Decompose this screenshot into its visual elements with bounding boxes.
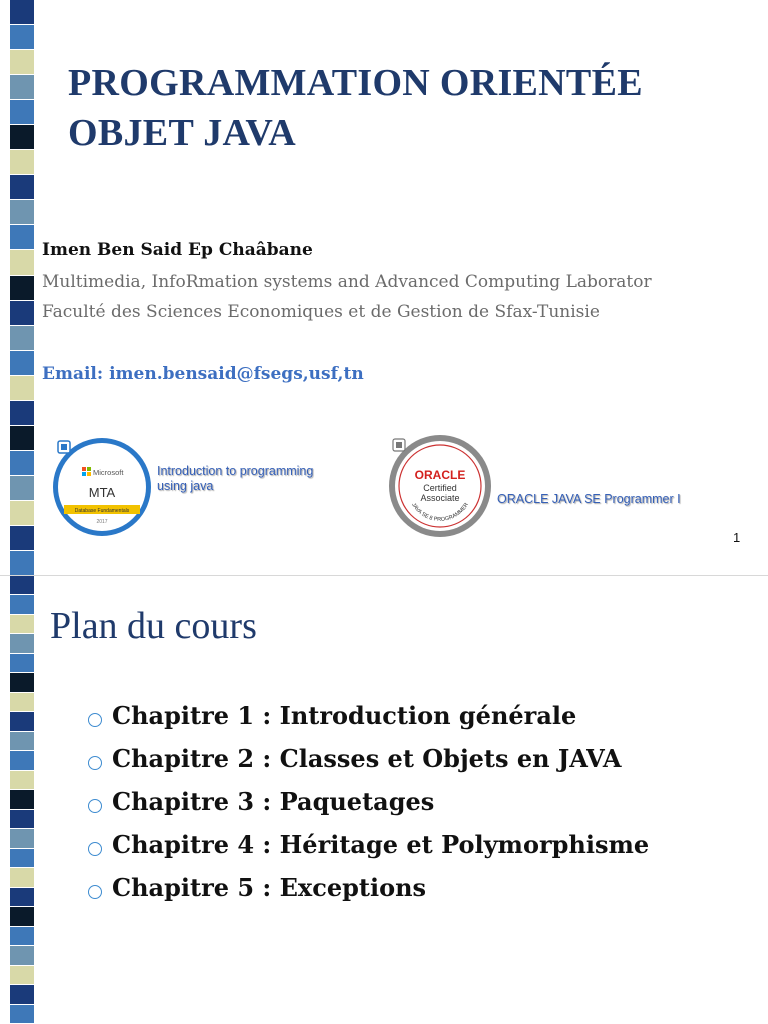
stripe-block	[10, 888, 34, 907]
chapter-label: Chapitre 2 : Classes et Objets en JAVA	[112, 744, 622, 773]
stripe-block	[10, 1005, 34, 1024]
stripe-block	[10, 946, 34, 965]
list-item	[88, 737, 649, 780]
circle-bullet-icon	[88, 799, 102, 813]
stripe-block	[10, 966, 34, 985]
affiliation-lab: Multimedia, InfoRmation systems and Advanced Computing Laborator	[42, 272, 652, 292]
stripe-block	[10, 526, 34, 551]
chapter-label: Chapitre 3 : Paquetages	[112, 787, 435, 816]
stripe-block	[10, 634, 34, 653]
stripe-block	[10, 351, 34, 376]
stripe-block	[10, 615, 34, 634]
email-address: Email: imen.bensaid@fsegs,usf,tn	[42, 364, 364, 384]
stripe-block	[10, 927, 34, 946]
stripe-block	[10, 595, 34, 614]
stripe-block	[10, 849, 34, 868]
stripe-block	[10, 276, 34, 301]
oracle-line2: Associate	[420, 493, 460, 503]
oracle-cert-label: ORACLE JAVA SE Programmer I	[497, 492, 681, 506]
stripe-block	[10, 250, 34, 275]
oracle-line1: Certified	[423, 483, 457, 493]
stripe-block	[10, 225, 34, 250]
slide-title: PROGRAMMATION ORIENTÉE OBJET JAVA	[68, 62, 643, 154]
oracle-arc-text: JAVA SE 8 PROGRAMMER	[410, 502, 470, 523]
stripe-block	[10, 25, 34, 50]
stripe-block	[10, 551, 34, 576]
stripe-block	[10, 673, 34, 692]
stripe-block	[10, 693, 34, 712]
mta-certification-badge	[52, 437, 152, 537]
stripe-block	[10, 732, 34, 751]
decorative-stripe	[10, 576, 34, 1024]
stripe-block	[10, 100, 34, 125]
affiliation-faculty: Faculté des Sciences Economiques et de Gestion de Sfax-Tunisie	[42, 302, 600, 322]
stripe-block	[10, 790, 34, 809]
stripe-block	[10, 476, 34, 501]
oracle-logo-text: ORACLE	[414, 468, 466, 482]
stripe-block	[10, 326, 34, 351]
author-name: Imen Ben Said Ep Chaâbane	[42, 240, 313, 260]
mta-badge-text: MTA	[88, 485, 116, 500]
stripe-block	[10, 75, 34, 100]
stripe-block	[10, 376, 34, 401]
chapter-label: Chapitre 4 : Héritage et Polymorphisme	[112, 830, 650, 859]
stripe-block	[10, 0, 34, 25]
stripe-block	[10, 451, 34, 476]
stripe-block	[10, 771, 34, 790]
stripe-block	[10, 175, 34, 200]
mta-ribbon: Database Fundamentals	[74, 508, 130, 514]
stripe-block	[10, 200, 34, 225]
circle-bullet-icon	[88, 756, 102, 770]
chapter-label: Chapitre 1 : Introduction générale	[112, 701, 577, 730]
plan-title: Plan du cours	[50, 605, 257, 647]
stripe-block	[10, 301, 34, 326]
stripe-block	[10, 712, 34, 731]
stripe-block	[10, 426, 34, 451]
page-number: 1	[733, 530, 741, 545]
slide-2	[0, 576, 768, 1024]
mta-brand: Microsoft	[93, 468, 124, 477]
mta-year: 2017	[96, 519, 108, 525]
circle-bullet-icon	[88, 885, 102, 899]
stripe-block	[10, 150, 34, 175]
chapter-label: Chapitre 5 : Exceptions	[112, 873, 427, 902]
list-item	[88, 780, 649, 823]
stripe-block	[10, 751, 34, 770]
stripe-block	[10, 985, 34, 1004]
circle-bullet-icon	[88, 713, 102, 727]
stripe-block	[10, 907, 34, 926]
list-item	[88, 694, 649, 737]
oracle-certification-badge	[388, 434, 492, 538]
decorative-stripe	[10, 0, 34, 576]
list-item	[88, 866, 649, 909]
circle-bullet-icon	[88, 842, 102, 856]
stripe-block	[10, 50, 34, 75]
stripe-block	[10, 125, 34, 150]
stripe-block	[10, 501, 34, 526]
chapter-list	[88, 694, 649, 909]
stripe-block	[10, 401, 34, 426]
stripe-block	[10, 868, 34, 887]
stripe-block	[10, 654, 34, 673]
stripe-block	[10, 576, 34, 595]
stripe-block	[10, 810, 34, 829]
stripe-block	[10, 829, 34, 848]
mta-cert-label: Introduction to programming using java	[157, 464, 314, 493]
list-item	[88, 823, 649, 866]
